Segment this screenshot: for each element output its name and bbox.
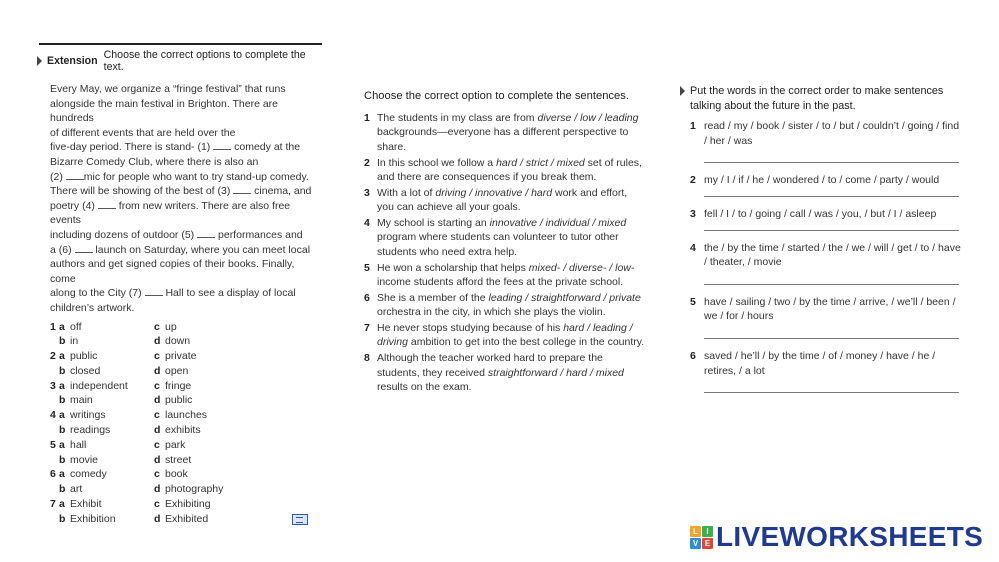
option-text[interactable]: exhibits bbox=[165, 424, 201, 437]
option-number bbox=[50, 393, 59, 408]
answer-blank[interactable] bbox=[197, 229, 215, 238]
option-number bbox=[50, 453, 59, 468]
option-letter: c bbox=[154, 320, 160, 333]
extension-instruction: Choose the correct options to complete the text. bbox=[103, 49, 306, 73]
option-row bbox=[50, 438, 320, 453]
word-order-section bbox=[680, 84, 970, 393]
sentence-text[interactable]: She is a member of the leading / straightforward / private orchestra in the city, in which she plays the violin. bbox=[377, 291, 641, 319]
option-text[interactable]: book bbox=[165, 468, 188, 481]
item-number: 3 bbox=[690, 207, 696, 220]
option-row bbox=[50, 334, 320, 349]
sentence-text[interactable]: Although the teacher worked hard to prepare the students, they received straightforward / hard / mixed results on the exam. bbox=[377, 352, 624, 394]
option-text[interactable]: up bbox=[165, 320, 177, 333]
option-text[interactable]: off bbox=[70, 320, 82, 333]
word-order-title: Put the words in the correct order to make sentences talking about the future in the past. bbox=[680, 84, 970, 113]
item-number: 6 bbox=[690, 349, 696, 362]
text-line: including dozens of outdoor (5) performances and bbox=[50, 228, 303, 241]
option-letter: c bbox=[154, 379, 160, 392]
option-letter: d bbox=[154, 512, 161, 525]
option-number bbox=[50, 512, 59, 527]
option-text[interactable]: movie bbox=[70, 453, 99, 466]
option-text[interactable]: Exhibit bbox=[70, 498, 102, 511]
answer-line[interactable] bbox=[704, 162, 959, 163]
play-triangle-icon bbox=[680, 86, 685, 96]
option-row bbox=[50, 364, 320, 379]
scrambled-words: have / sailing / two / by the time / arrive, / we’ll / been / we / for / hours bbox=[704, 295, 956, 323]
word-order-item bbox=[680, 173, 970, 188]
extension-options bbox=[50, 320, 320, 527]
option-letter: a bbox=[59, 320, 65, 333]
word-order-item bbox=[680, 119, 970, 148]
item-number: 4 bbox=[690, 241, 696, 254]
sentence-text[interactable]: He won a scholarship that helps mixed- / diverse- / low- income students afford the fees at the private school. bbox=[377, 261, 635, 289]
option-number: 2 bbox=[50, 350, 56, 363]
option-text[interactable]: park bbox=[165, 438, 186, 451]
option-text[interactable]: open bbox=[165, 364, 189, 377]
option-letter: a bbox=[59, 409, 65, 422]
sentence-item bbox=[364, 291, 649, 320]
option-text[interactable]: main bbox=[70, 394, 93, 407]
text-line: along to the City (7) Hall to see a display of local bbox=[50, 287, 296, 300]
extension-header bbox=[37, 49, 322, 73]
option-letter: b bbox=[59, 394, 66, 407]
option-row bbox=[50, 453, 320, 468]
option-letter: c bbox=[154, 350, 160, 363]
scrambled-words: read / my / book / sister / to / but / couldn’t / going / find / her / was bbox=[704, 120, 960, 147]
option-letter: d bbox=[154, 364, 161, 377]
answer-line[interactable] bbox=[704, 196, 959, 197]
item-number: 4 bbox=[364, 217, 370, 230]
logo-tiles bbox=[690, 526, 713, 549]
option-letter: c bbox=[154, 409, 160, 422]
option-letter: a bbox=[59, 438, 65, 451]
option-row bbox=[50, 512, 320, 527]
option-row bbox=[50, 320, 320, 335]
logo-tile: E bbox=[702, 538, 713, 549]
option-letter: b bbox=[59, 335, 66, 348]
option-letter: c bbox=[154, 438, 160, 451]
sentence-text[interactable]: The students in my class are from diverse / low / leading backgrounds—everyone has a different perspective to share. bbox=[377, 112, 639, 153]
text-line: Bizarre Comedy Club, where there is also an bbox=[50, 155, 259, 168]
logo-wordmark: LIVEWORKSHEETS bbox=[716, 521, 984, 552]
text-line: authors and get signed copies of their books. Finally, come bbox=[50, 258, 295, 285]
option-number: 6 bbox=[50, 468, 56, 481]
option-text[interactable]: writings bbox=[70, 409, 106, 422]
option-letter: d bbox=[154, 483, 161, 496]
option-text[interactable]: Exhibition bbox=[70, 512, 116, 525]
word-order-item bbox=[680, 349, 970, 378]
option-text[interactable]: independent bbox=[70, 379, 128, 392]
option-row bbox=[50, 467, 320, 482]
option-number bbox=[50, 423, 59, 438]
text-line: children’s artwork. bbox=[50, 301, 135, 314]
extension-section bbox=[37, 43, 322, 527]
option-number: 5 bbox=[50, 438, 56, 451]
option-row bbox=[50, 393, 320, 408]
word-order-item bbox=[680, 207, 970, 222]
option-text[interactable]: in bbox=[70, 335, 79, 348]
scrambled-words: saved / he’ll / by the time / of / money / have / he / retires, / a lot bbox=[704, 349, 936, 377]
option-number: 7 bbox=[50, 498, 56, 511]
option-text[interactable]: fringe bbox=[165, 379, 192, 392]
text-line: poetry (4) from new writers. There are also free events bbox=[50, 199, 291, 227]
sentence-item bbox=[364, 156, 649, 185]
text-line: a (6) launch on Saturday, where you can meet local bbox=[50, 243, 311, 256]
option-text[interactable]: public bbox=[165, 394, 193, 407]
item-number: 8 bbox=[364, 352, 370, 365]
logo-tile: I bbox=[702, 526, 713, 537]
option-text[interactable]: public bbox=[70, 350, 98, 363]
option-number: 3 bbox=[50, 379, 56, 392]
option-number bbox=[50, 364, 59, 379]
option-letter: b bbox=[59, 453, 66, 466]
scrambled-words: my / I / if / he / wondered / to / come / party / would bbox=[704, 174, 940, 187]
answer-line[interactable] bbox=[704, 392, 959, 393]
option-text[interactable]: readings bbox=[70, 424, 111, 437]
option-text[interactable]: private bbox=[165, 350, 197, 363]
option-row bbox=[50, 423, 320, 438]
text-line: five-day period. There is stand- (1) comedy at the bbox=[50, 141, 301, 154]
item-number: 5 bbox=[690, 295, 696, 308]
answer-line[interactable] bbox=[704, 230, 959, 231]
answer-blank[interactable] bbox=[98, 200, 116, 209]
item-number: 2 bbox=[364, 156, 370, 169]
sentences-title: Choose the correct option to complete the sentences. bbox=[364, 90, 629, 102]
item-number: 2 bbox=[690, 174, 696, 187]
play-triangle-icon bbox=[37, 56, 42, 66]
option-letter: a bbox=[59, 379, 65, 392]
sentence-text[interactable]: My school is starting an innovative / individual / mixed program where students can volunteer to tutor other students who need extra help. bbox=[377, 217, 627, 258]
logo-tile: L bbox=[690, 526, 701, 537]
option-text[interactable]: launches bbox=[165, 409, 208, 422]
item-number: 7 bbox=[364, 322, 370, 335]
option-number: 4 bbox=[50, 409, 56, 422]
sentence-item bbox=[364, 261, 649, 290]
option-row bbox=[50, 349, 320, 364]
word-order-item bbox=[680, 241, 970, 270]
option-text[interactable]: Exhibited bbox=[165, 512, 209, 525]
extension-label: Extension bbox=[47, 55, 98, 67]
option-letter: d bbox=[154, 394, 161, 407]
option-text[interactable]: art bbox=[70, 483, 83, 496]
extension-text bbox=[50, 82, 315, 316]
text-line: There will be showing of the best of (3) cinema, and bbox=[50, 185, 312, 198]
answer-blank[interactable] bbox=[75, 244, 93, 253]
answer-blank[interactable] bbox=[213, 141, 231, 150]
item-number: 5 bbox=[364, 261, 370, 274]
option-letter: b bbox=[59, 483, 66, 496]
answer-line[interactable] bbox=[704, 338, 959, 339]
option-number bbox=[50, 482, 59, 497]
sentence-item bbox=[364, 186, 649, 215]
logo-tile: V bbox=[690, 538, 701, 549]
sentence-item bbox=[364, 321, 649, 350]
option-letter: d bbox=[154, 424, 161, 437]
option-letter: a bbox=[59, 468, 65, 481]
sentences-section bbox=[364, 90, 649, 396]
sentence-text[interactable]: With a lot of driving / innovative / hard work and effort, you can achieve all your goals. bbox=[377, 186, 628, 214]
text-line: of different events that are held over the bbox=[50, 126, 236, 139]
drag-icon[interactable] bbox=[292, 514, 308, 525]
answer-blank[interactable] bbox=[66, 171, 84, 180]
option-letter: d bbox=[154, 335, 161, 348]
option-letter: b bbox=[59, 512, 66, 525]
answer-blank[interactable] bbox=[233, 185, 251, 194]
option-letter: a bbox=[59, 350, 65, 363]
divider bbox=[39, 43, 322, 45]
option-letter: d bbox=[154, 453, 161, 466]
item-number: 1 bbox=[364, 112, 370, 124]
item-number: 1 bbox=[690, 120, 696, 133]
liveworksheets-logo bbox=[690, 522, 983, 552]
option-row bbox=[50, 379, 320, 394]
option-row bbox=[50, 408, 320, 423]
option-letter: c bbox=[154, 498, 160, 511]
sentence-item bbox=[364, 216, 649, 259]
option-text[interactable]: Exhibiting bbox=[165, 498, 211, 511]
option-text[interactable]: photography bbox=[165, 483, 224, 496]
option-letter: b bbox=[59, 364, 66, 377]
option-number bbox=[50, 334, 59, 349]
option-text[interactable]: comedy bbox=[70, 468, 107, 481]
answer-line[interactable] bbox=[704, 284, 959, 285]
answer-blank[interactable] bbox=[145, 287, 163, 296]
sentence-item bbox=[364, 111, 649, 154]
option-text[interactable]: down bbox=[165, 335, 191, 348]
sentence-text[interactable]: In this school we follow a hard / strict / mixed set of rules, and there are consequences if you break them. bbox=[377, 156, 642, 184]
sentence-item bbox=[364, 351, 649, 394]
option-row bbox=[50, 497, 320, 512]
option-text[interactable]: street bbox=[165, 453, 192, 466]
item-number: 3 bbox=[364, 186, 370, 199]
option-row bbox=[50, 482, 320, 497]
scrambled-words: the / by the time / started / the / we / will / get / to / have / theater, / movie bbox=[704, 241, 961, 269]
option-letter: b bbox=[59, 424, 66, 437]
text-line: Every May, we organize a “fringe festival” that runs bbox=[50, 83, 286, 95]
text-line: alongside the main festival in Brighton. There are hundreds bbox=[50, 97, 279, 125]
option-text[interactable]: closed bbox=[70, 364, 101, 377]
option-number: 1 bbox=[50, 320, 56, 333]
option-letter: c bbox=[154, 468, 160, 481]
text-line: (2) mic for people who want to try stand-up comedy. bbox=[50, 170, 309, 183]
sentence-text[interactable]: He never stops studying because of his hard / leading / driving ambition to get into the best college in the country. bbox=[377, 322, 645, 349]
word-order-item bbox=[680, 295, 970, 324]
item-number: 6 bbox=[364, 291, 370, 304]
scrambled-words: fell / I / to / going / call / was / you, / but / I / asleep bbox=[704, 207, 937, 220]
option-letter: a bbox=[59, 498, 65, 511]
option-text[interactable]: hall bbox=[70, 438, 87, 451]
